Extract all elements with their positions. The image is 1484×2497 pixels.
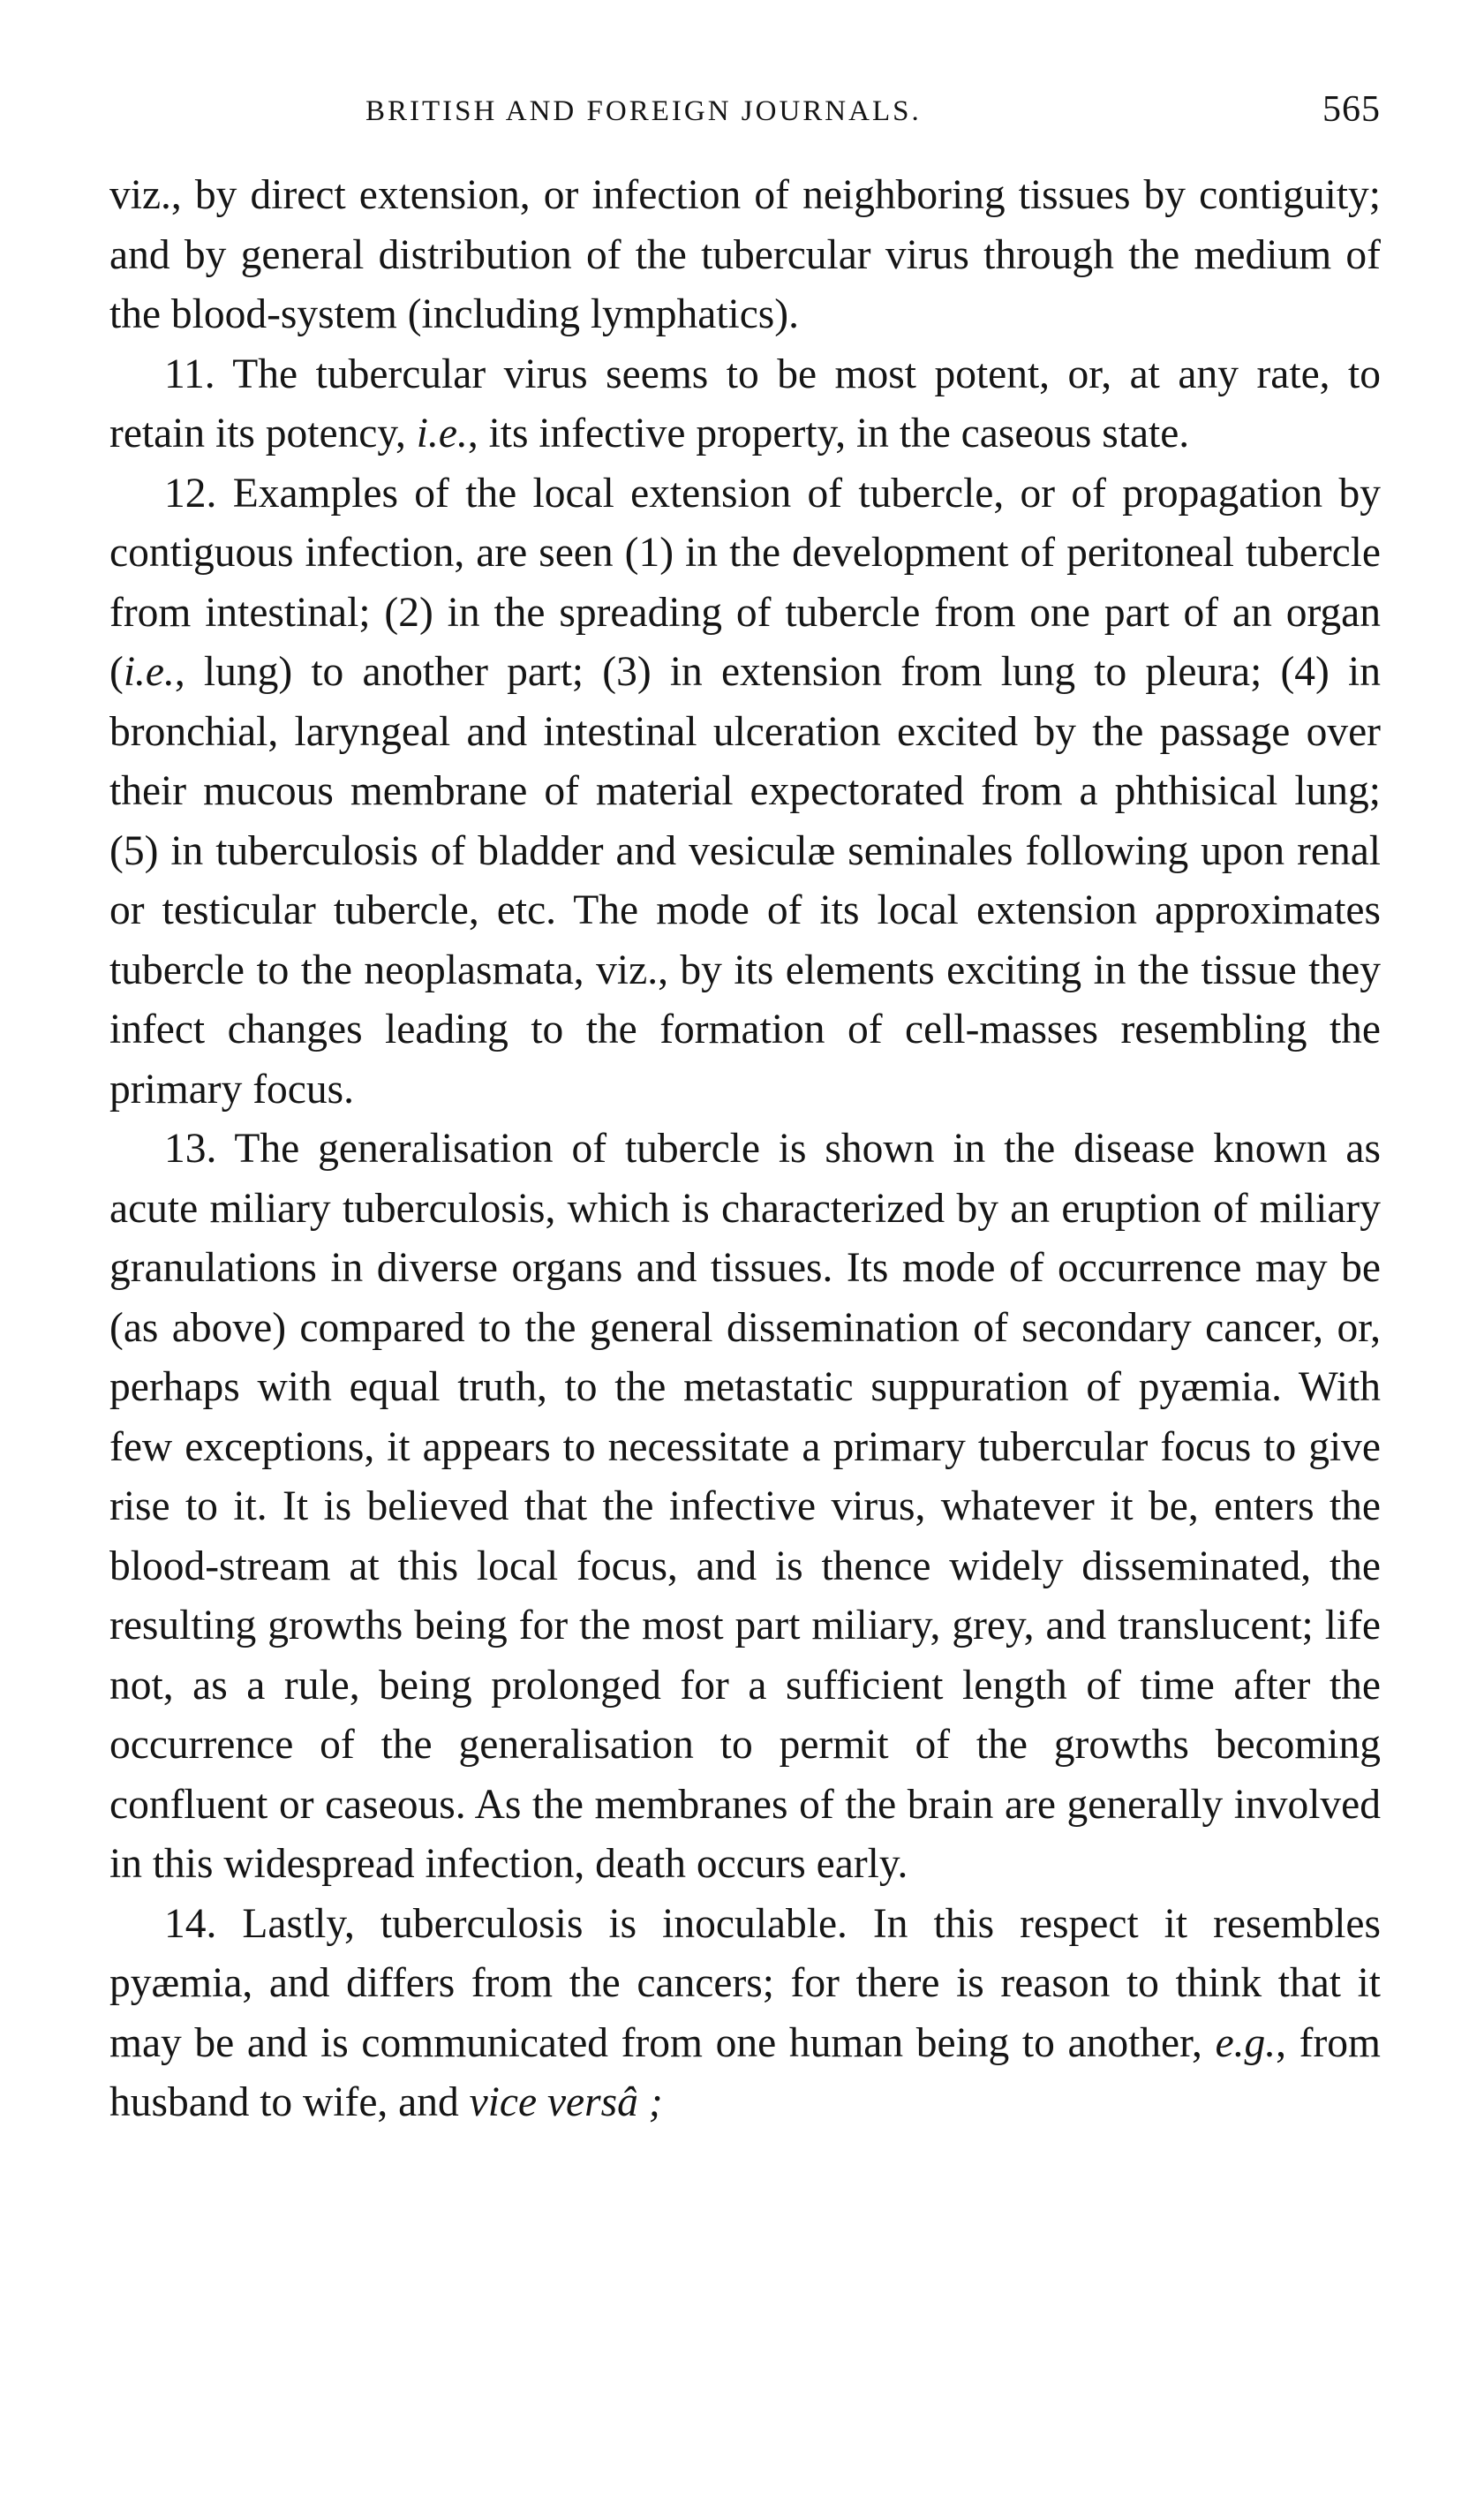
- paragraph-14: [109, 1895, 1381, 2133]
- page-number: 565: [1322, 89, 1381, 130]
- paragraph-12-ie: i.e.: [123, 649, 175, 695]
- paragraph-12-text-a: 12. Examples of the local extension of tubercle, or of propagation by contiguous infection, are seen (1) in the development of peritoneal tubercle from intestinal; (2) in the spreading of tubercle from one part of an organ (: [109, 470, 1381, 695]
- paragraph-12-text-b: , lung) to another part; (3) in extension from lung to pleura; (4) in bronchial, laryngeal and intestinal ulceration excited by the passage over their mucous membrane of material expectorated from a phthisical lung; (5) in tuberculosis of bladder and vesiculæ seminales following upon renal or testicular tubercle, etc. The mode of its local extension approximates tubercle to the neoplasmata, viz., by its elements exciting in the tissue they infect changes leading to the formation of cell-masses resembling the primary focus.: [109, 649, 1381, 1113]
- paragraph-14-text-a: 14. Lastly, tuberculosis is inoculable. In this respect it resembles pyæmia, and differs from the cancers; for there is reason to think that it may be and is communicated from one human being to another,: [109, 1900, 1381, 2066]
- journal-page: [109, 88, 1381, 2133]
- paragraph-11-text-b: , its infective property, in the caseous state.: [467, 411, 1190, 456]
- paragraph-14-eg: e.g.: [1215, 2019, 1277, 2066]
- paragraph-14-vice-versa: vice versâ ;: [469, 2079, 663, 2125]
- paragraph-13: 13. The generalisation of tubercle is shown in the disease known as acute miliary tuberculosis, which is characterized by an eruption of miliary granulations in diverse organs and tissues. Its mode of occurrence may be (as above) compared to the general dissemination of secondary cancer, or, perhaps with equal truth, to the metastatic suppuration of pyæmia. With few exceptions, it appears to necessitate a primary tubercular focus to give rise to it. It is believed that the infective virus, whatever it be, enters the blood-stream at this local focus, and is thence widely disseminated, the resulting growths being for the most part miliary, grey, and translucent; life not, as a rule, being prolonged for a sufficient length of time after the occurrence of the generalisation to permit of the growths becoming confluent or caseous. As the membranes of the brain are generally involved in this widespread infection, death occurs early.: [109, 1126, 1381, 1887]
- paragraph-14-text-b: , from husband to wife, and: [109, 2019, 1381, 2125]
- paragraph-continuation: viz., by direct extension, or infection of neighboring tissues by contiguity; and by general distribution of the tubercular virus through the medium of the blood-system (including lymphatics).: [109, 172, 1381, 337]
- paragraph-12: [109, 464, 1381, 1120]
- paragraph-11-ie: i.e.: [416, 411, 468, 456]
- paragraph-11-text-a: 11. The tubercular virus seems to be most potent, or, at any rate, to retain its potency,: [109, 351, 1381, 456]
- article-body: [109, 166, 1381, 2133]
- running-head: [109, 88, 1381, 141]
- paragraph-11: [109, 345, 1381, 464]
- running-head-title: BRITISH AND FOREIGN JOURNALS.: [365, 95, 922, 127]
